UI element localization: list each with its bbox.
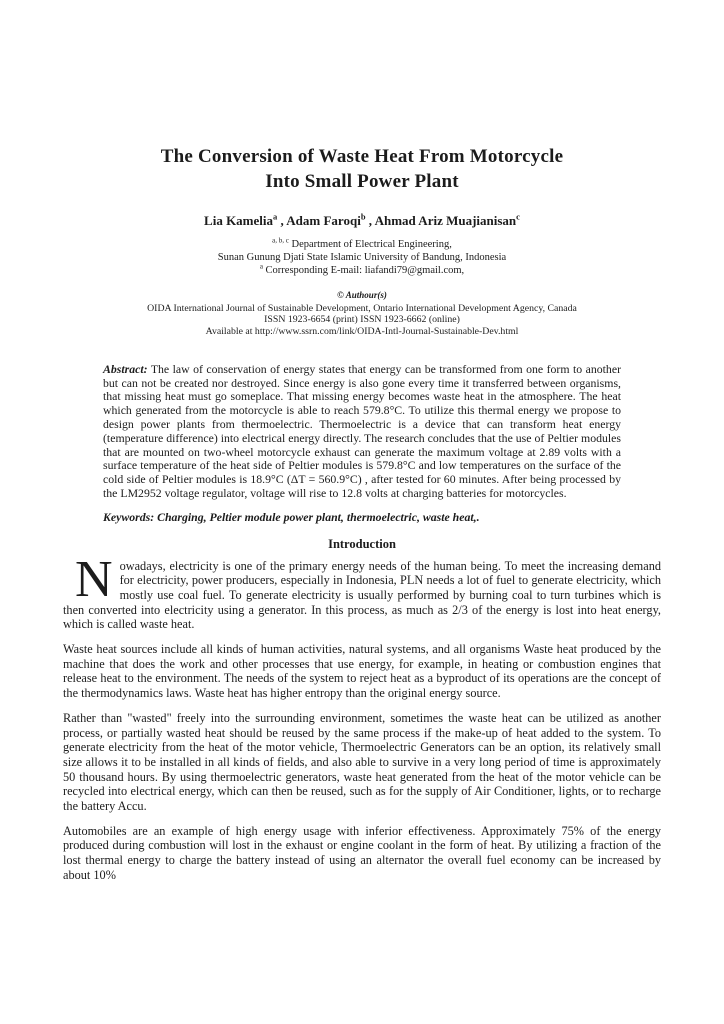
- affiliation-sup-abc: a, b, c: [272, 236, 289, 245]
- abstract-text: The law of conservation of energy states that energy can be transformed from one form to another but can not be created nor destroyed. Since energy is also gone every time it transferred between organisms, that missing heat must go someplace. That missing energy becomes waste heat in the atmosphere. The heat which generated from the motorcycle is able to reach 579.8°C. To utilize this thermal energy we propose to design power plants from thermoelectric. Thermoelectric is a device that can transform heat energy (temperature difference) into electrical energy directly. The research concludes that the use of Peltier modules that are mounted on two-wheel motorcycle exhaust can generate the maximum voltage at 2.89 volts with a surface temperature of the heat side of Peltier modules is 579.8°C and low temperatures on the surface of the cold side of Peltier modules is 18.9°C (ΔT = 560.9°C) , after tested for 60 minutes. After being processed by the LM2952 voltage regulator, voltage will rise to 12.8 volts at charging batteries for motorcycles.: [103, 361, 621, 500]
- keywords-label: Keywords: [103, 509, 151, 524]
- corresponding-email-text: Corresponding E-mail: liafandi79@gmail.com,: [262, 265, 465, 276]
- author-line: [0, 213, 724, 229]
- paper-title: [0, 0, 724, 194]
- affiliation-department: [0, 238, 724, 251]
- affiliation-sup-a: a: [259, 262, 263, 271]
- author-name: Lia Kamelia: [204, 213, 273, 228]
- intro-paragraph-2: Waste heat sources include all kinds of human activities, natural systems, and all organisms Waste heat produced by the machine that does the work and other processes that use energy, for example, in heating or combustion engines that release heat to the environment. The needs of the system to reject heat as a byproduct of its operations are the concept of the thermodynamics laws. Waste heat has higher entropy than the original energy source.: [63, 642, 661, 701]
- affiliation-block: [0, 238, 724, 277]
- intro-paragraph-3: Rather than "wasted" freely into the surrounding environment, sometimes the waste heat can be utilized as another process, or partially wasted heat should be reused by the same process if the make-up of heat added to the system. To generate electricity from the heat of the motor vehicle, Thermoelectric Generators can be an option, its relatively small size allows it to be installed in all kinds of fields, and also able to survive in a very long period of time is approximately 50 thousand hours. By using thermoelectric generators, waste heat generated from the heat of the motor vehicle can be recycled into electrical energy, which can then be reused, such as for the supply of Air Conditioner, lights, or to recharge the battery Accu.: [63, 711, 661, 813]
- dropcap-letter: N: [75, 550, 113, 608]
- author-separator: ,: [365, 213, 375, 228]
- paper-title-line-1: The Conversion of Waste Heat From Motorcycle: [160, 146, 564, 167]
- keywords-text: : Charging, Peltier module power plant, thermoelectric, waste heat,.: [150, 509, 480, 524]
- intro-paragraph-4: Automobiles are an example of high energy usage with inferior effectiveness. Approximately 75% of the energy produced during combustion will lost in the exhaust or engine coolant in the form of heat. By utilizing a fraction of the lost thermal energy to charge the battery instead of using an alternator the overall fuel economy can be increased by about 10%: [63, 823, 661, 882]
- intro-paragraph-1: [63, 550, 661, 632]
- section-heading-introduction: Introduction: [328, 536, 396, 551]
- paper-title-line-2: Into Small Power Plant: [265, 171, 459, 192]
- abstract-label: Abstract:: [103, 361, 148, 376]
- author-name: Ahmad Ariz Muajianisan: [374, 213, 517, 228]
- corresponding-email-line: [0, 264, 724, 277]
- introduction-body: [63, 550, 661, 882]
- affiliation-department-text: Department of Electrical Engineering,: [288, 239, 452, 250]
- publisher-block: [0, 290, 724, 337]
- affiliation-university: Sunan Gunung Djati State Islamic University of Bandung, Indonesia: [217, 252, 507, 263]
- intro-paragraph-1-text: owadays, electricity is one of the primary energy needs of the human being. To meet the increasing demand for electricity, power producers, especially in Indonesia, PLN needs a lot of fuel to generate electricity, which mostly use coal fuel. To generate electricity is usually performed by burning coal to turn turbines which is then converted into electricity using a generator. In this process, as much as 2/3 of the energy is lost into heat energy, which is called waste heat.: [63, 558, 661, 632]
- copyright-notice: © Authour(s): [337, 290, 387, 300]
- author-affil-mark: b: [360, 211, 366, 222]
- author-separator: ,: [277, 213, 287, 228]
- journal-name: OIDA International Journal of Sustainable Development, Ontario International Development Agency, Canada: [147, 303, 577, 315]
- keywords-line: [103, 510, 621, 524]
- abstract-paragraph: [103, 363, 621, 501]
- author-affil-mark: c: [516, 211, 520, 222]
- issn-line: ISSN 1923-6654 (print) ISSN 1923-6662 (online): [264, 314, 460, 326]
- availability-url-line: Available at http://www.ssrn.com/link/OIDA-Intl-Journal-Sustainable-Dev.html: [205, 325, 519, 337]
- author-affil-mark: a: [273, 211, 278, 222]
- author-name: Adam Faroqi: [286, 213, 361, 228]
